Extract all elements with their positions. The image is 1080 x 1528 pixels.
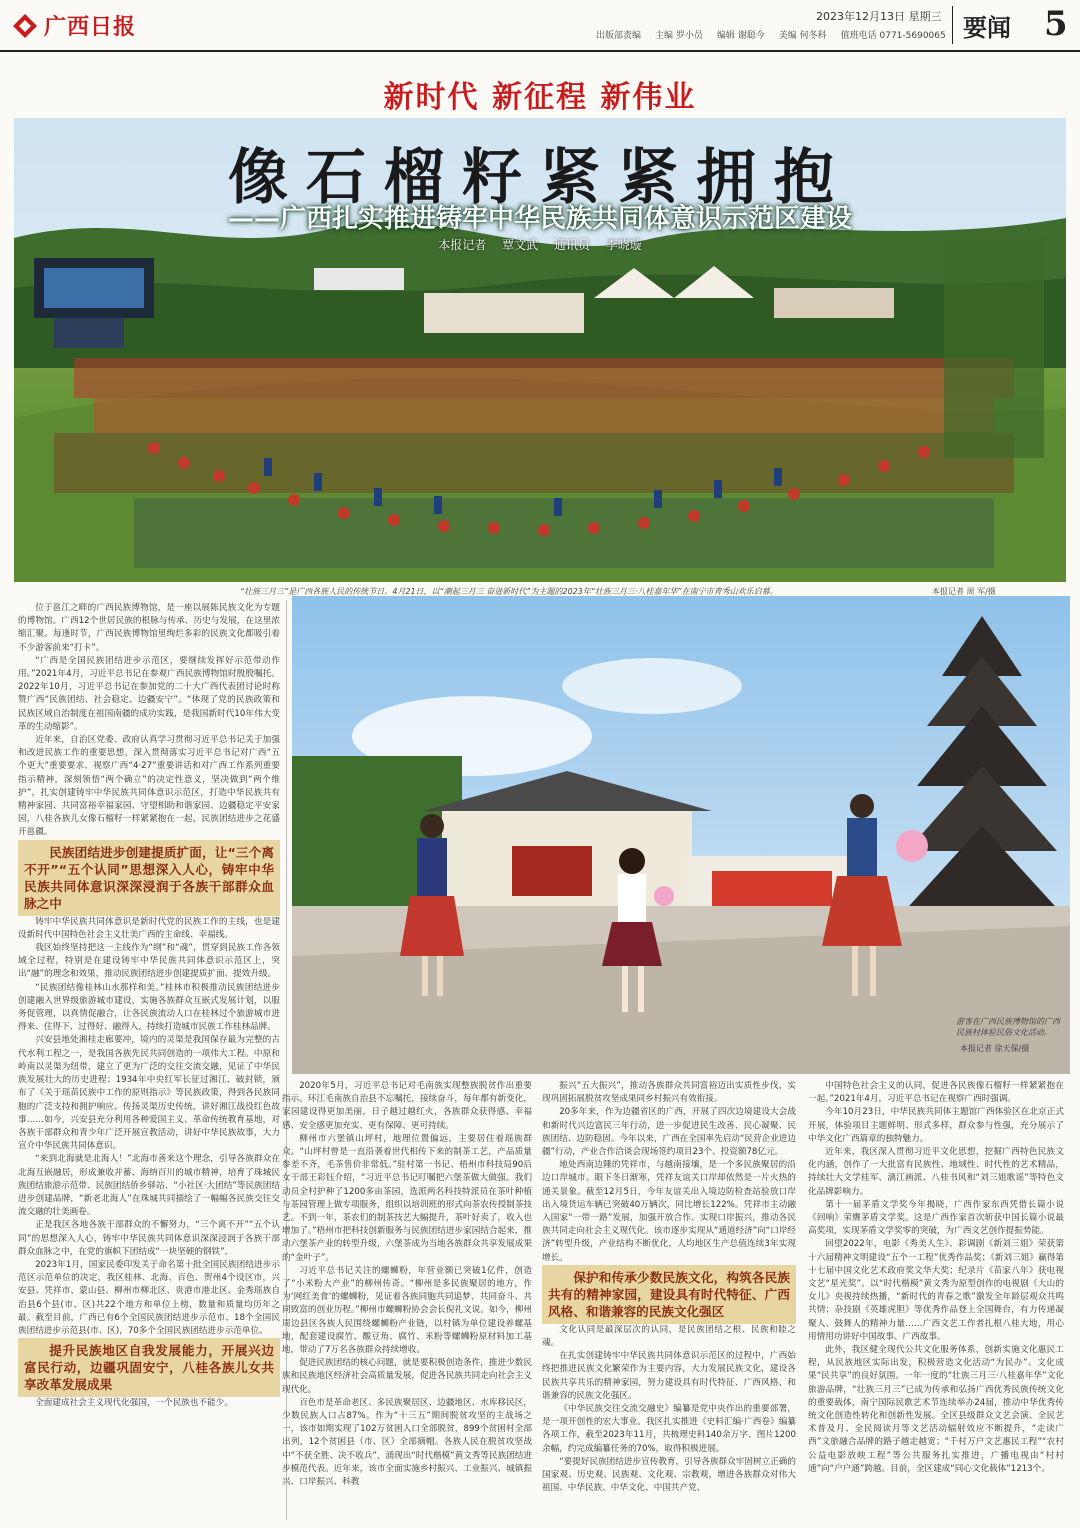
byline (14, 236, 1066, 253)
paragraph: “来到北海就是北海人！”北海市善来这个理念，引导各族群众在北海互嵌融居，形成兼收并蓄、海纳百川的城市精神，培育了珠城民族团结旅游示范带、民族团结侨乡驿站、“小社区·大团结”等民族团结进步创建品牌，“新老北海人”在珠城共同描绘了一幅幅各民族交往交流交融的壮美画卷。 (18, 1154, 280, 1218)
logo-text: 广西日报 (44, 14, 137, 40)
article-column-2 (282, 1080, 532, 1522)
paragraph: 2020年5月，习近平总书记对毛南族实现整族脱贫作出重要指示。环江毛南族自治县不忘嘱托，接续奋斗，每年都有新变化，家园建设得更加美丽，日子越过越红火，各族群众获得感、幸福感、安全感更加充实、更有保障、更可持续。 (282, 1081, 532, 1131)
issue-date: 2023年12月13日 星期三 (816, 10, 942, 23)
paragraph: 第十一届茅盾文学奖今年揭晓，广西作家东西凭借长篇小说《回响》荣膺茅盾文学奖。这是广西作家首次斩获中国长篇小说最高奖项，实现茅盾文学奖零的突破，为广西文艺创作提振势能。 (808, 1199, 1064, 1237)
newspaper-logo (12, 10, 136, 41)
second-photo-credit: 本报记者 徐天保/摄 (960, 1044, 1030, 1053)
article-column-3 (542, 1080, 796, 1522)
hero-photo (14, 118, 1066, 582)
section-subtitle: 提升民族地区自我发展能力，开展兴边富民行动，边疆巩固安宁，八桂各族儿女共享改革发展成果 (18, 1338, 280, 1397)
red-diamond-logo-icon (12, 13, 38, 39)
crowd-dancers (54, 358, 1014, 568)
paragraph: 《中华民族交往交流交融史》编纂是党中央作出的重要部署，是一项开创性的宏大事业。我区扎实推进《史料汇编·广西卷》编纂各项工作，截至2023年11月，共梳理史料140余万字、图片1200余幅，约完成编纂任务的70%，取得积极进展。 (542, 1404, 796, 1454)
hero-photo-credit: 本报记者 周 军/摄 (932, 587, 996, 596)
paragraph: 正是我区各地各族干部群众的不懈努力，“三个离不开”“五个认同”的思想深入人心，铸牢中华民族共同体意识深深浸润于各族干部群众血脉之中，在党的旗帜下团结成“一块坚硬的钢铁”。 (18, 1220, 280, 1257)
paragraph: 我区始终坚持把这一主线作为“纲”和“魂”，贯穿到民族工作各领域全过程，特别是在建设铸牢中华民族共同体意识示范区上，突出“融”的理念和效果，推动民族团结进步创建提质扩面、提效升级。 (18, 943, 280, 980)
section-name: 要闻 (963, 12, 1011, 42)
staff-item: 主编 罗小员 (655, 31, 703, 41)
section-label (952, 6, 1043, 44)
paragraph: 今年10月23日，中华民族共同体主题馆广西体验区在北京正式开展，体验项目主题鲜明、形式多样，群众参与性强，充分展示了中华文化广西篇章的独特魅力。 (808, 1107, 1064, 1144)
staff-item: 值班电话 0771-5690065 (840, 31, 946, 41)
section-subtitle: 民族团结进步创建提质扩面，让“三个离不开”“五个认同”思想深入人心，铸牢中华民族共同体意识深深浸润于各族干部群众血脉之中 (18, 840, 280, 916)
article-column-4 (808, 1080, 1064, 1522)
byline-author: 李晓璇 (605, 238, 642, 252)
paragraph: “广西是全国民族团结进步示范区，要继续发挥好示范带动作用。”2021年4月，习近平总书记在参观广西民族博物馆时殷殷嘱托。2022年10月，习近平总书记在参加党的二十大广西代表团讨论时称赞广西“民族团结、社会稳定、边疆安宁”。“体现了党的民族政策和民族区域自治制度在祖国南疆的成功实践，是我国新时代10年伟大变革的生动缩影”。 (18, 655, 280, 732)
staff-item: 出版部责编 (596, 31, 642, 41)
slogan: 新时代 新征程 新伟业 (383, 80, 697, 115)
headline: 像石榴籽紧紧拥抱 (228, 143, 852, 213)
paragraph: 回望2022年，电影《秀美人生》、彩调剧《新刘三姐》荣获第十六届精神文明建设“五个一工程”优秀作品奖；《新刘三姐》赢得第十七届中国文化艺术政府奖文华大奖；纪录片《苗家八年》获电视文艺“星光奖”。以“时代楷模”黄文秀为原型创作的电视剧《大山的女儿》央视持续热播，“新时代的青春之歌”激发全年龄层观众共鸣共情；杂技剧《英雄虎胆》等优秀作品登上全国舞台，有力传递凝聚人、鼓舞人的精神力量……广西文艺工作者扎根八桂大地，用心用情用功讲好中国故事、广西故事。 (808, 1239, 1064, 1342)
paragraph: 促进民族团结的核心问题，就是要积极创造条件，推进少数民族和民族地区经济社会高质量发展，促进各民族共同走向社会主义现代化。 (282, 1358, 532, 1395)
byline-author: 覃文武 (502, 238, 539, 252)
slogan-bar (310, 68, 770, 116)
paragraph: 文化认同是最深层次的认同，是民族团结之根、民族和睦之魂。 (542, 1324, 796, 1349)
paragraph: 兴安县地处湘桂走廊要冲，境内的灵渠是我国保存最为完整的古代水利工程之一，是我国各族先民共同创造的一项伟大工程。中原和岭南以灵渠为纽带，建立了更为广泛的交往交流交融，见证了中华民族发展壮大的历史进程；1934年中央红军长征过湘江、破封锁，颁布了《关于瑶苗民族中工作的原则指示》等民族政策，得到各民族同胞的广泛支持和拥护响应。传扬灵渠历史传统，讲好湘江战役红色故事……如今，兴安县充分利用各种爱国主义、革命传统教育基地，对各族干部群众和青少年广泛开展宣教活动，讲好中华民族故事，大力宣介中华民族共同体意识。 (18, 1035, 280, 1152)
paragraph: 在扎实创建铸牢中华民族共同体意识示范区的过程中，广西始终把推进民族文化繁荣作为主要内容，大力发展民族文化，建设各民族共享共乐的精神家园，努力建设具有时代特征、广西风格、和谐兼容的民族文化强区。 (542, 1351, 796, 1401)
staff-item: 编辑 谢聪今 (716, 31, 765, 41)
paragraph: 近年来，我区深入贯彻习近平文化思想，挖掘广西特色民族文化内涵，创作了一大批富有民族性、地域性、时代性的艺术精品，持续壮大文学桂军、漓江画派、八桂书风和“刘三姐歌谣”等特色文化品牌影响力。 (808, 1147, 1064, 1197)
paragraph: 位于邕江之畔的广西民族博物馆，是一座以展陈民族文化为专题的博物馆。广西12个世居民族的根脉与传承、历史与发展，在这里浓缩汇聚。每逢时节，广西民族博物馆里绚烂多彩的民族文化都吸引着不少游客前来“打卡”。 (18, 603, 280, 653)
paragraph: 铸牢中华民族共同体意识是新时代党的民族工作的主线，也是建设新时代中国特色社会主义壮美广西的主命线、幸福线。 (18, 916, 280, 940)
staff-item: 美编 何冬科 (778, 31, 827, 41)
paragraph: 2023年1月，国家民委印发关于命名第十批全国民族团结进步示范区示范单位的决定，我区桂林、北海、百色、贺州4个设区市，兴安县、凭祥市、蒙山县、柳州市柳北区、贵港市港北区、金秀瑶族自治县6个县(市、区)共22个地方和单位上榜，数量和质量均历年之最。截至目前，广西已有6个全国民族团结进步示范市、18个全国民族团结进步示范县(市、区)，70多个全国民族团结进步示范单位。 (18, 1259, 280, 1336)
second-photo (292, 596, 1070, 1074)
paragraph: 全面建成社会主义现代化强国，一个民族也不能少。 (35, 1398, 233, 1409)
paragraph: 中国特色社会主义的认同，促进各民族像石榴籽一样紧紧抱在一起。”2021年4月，习近平总书记在视察广西时强调。 (808, 1081, 1064, 1105)
page-number: 5 (1044, 4, 1068, 44)
paragraph: 振兴“五大振兴”，推动各族群众共同富裕迈出实质性步伐，实现巩固拓展脱贫攻坚成果同乡村振兴有效衔接。 (542, 1081, 796, 1105)
article-column-1 (18, 602, 280, 1522)
subheadline: ——广西扎实推进铸牢中华民族共同体意识示范区建设 (227, 204, 852, 234)
paragraph: 20多年来，作为边疆省区的广西，开展了四次边境建设大会战和新时代兴边富民三年行动，进一步促进民生改善、民心凝聚、民族团结、边防稳固。今年以来，广西在全国率先启动“民营企业进边疆”行动，产业合作洽谈会现场签约项目23个、投资额78亿元。 (542, 1107, 796, 1158)
section-subtitle: 保护和传承少数民族文化，构筑各民族共有的精神家园，建设具有时代特征、广西风格、和谐兼容的民族文化强区 (542, 1265, 796, 1324)
museum-dance-photo (292, 596, 1070, 1074)
paragraph: 柳州市六堡镇山坪村，地理位置偏远，主要居住着瑶族群众。“山坪村曾是一直沿袭着世代相传下来的制茶工艺，产品质量参差不齐，毛茶售价非常低。”驻村第一书记、梧州市科技局90后女干部王彩钰介绍，“习近平总书记叮嘱把六堡茶做大做强。我们动员全村护种了1200多亩茶园，选派两名科技特派员在茶叶种植与茶园管理上做专项服务，组织以培训班的形式向茶农传授制茶技艺。不到一年，茶农们的制茶技艺大幅提升，茶叶好卖了，收入也增加了。”梧州市把科技创新服务与民族团结进步家园结合起来，推动六堡茶产业的转型升级，六堡茶成为当地各族群众共享发展成果的“金叶子”。 (282, 1133, 532, 1263)
byline-role: 通讯员 (553, 238, 590, 252)
masthead (0, 0, 1080, 52)
paragraph: 习近平总书记关注的螺蛳粉，年营业额已突破1亿件，创造了“小米粉大产业”的柳州传奇。“柳州是多民族聚居的地方，作为‘网红美食’的螺蛳粉，见证着各族同胞共同追梦、共同奋斗、共同致富的创业历程。”柳州市螺蛳粉协会会长倪礼文说。如今，柳州周边县区各族人民围绕螺蛳粉产业链，以村镇为单位建设养螺基地，配套建设腐竹、酸豆角、腐竹、米粉等螺蛳粉原材料加工基地，带动了7万名各族群众持续增收。 (282, 1265, 532, 1356)
second-photo-caption: 游客在广西民族博物馆的广西民族村体验民俗文化活动。 (956, 1017, 1060, 1037)
paragraph: “要提好民族团结进步宣传教育，引导各族群众牢固树立正确的国家观、历史观、民族观、文化观、宗教观，增进各族群众对伟大祖国、中华民族、中华文化、中国共产党、 (542, 1456, 796, 1494)
paragraph: “民族团结像桂林山水那样和美。”桂林市积极推动民族团结进步创建融入世界级旅游城市建设，实施各族群众互嵌式发展计划，以服务促管理，以真情促融合，让各民族流动人口在桂林过个旅游城市进得来、住得下、过得好、融得入，持续打造城市民族工作桂林品牌。 (18, 982, 280, 1033)
paragraph: 近年来，自治区党委、政府认真学习贯彻习近平总书记关于加强和改进民族工作的重要思想，深入贯彻落实习近平总书记对广西“五个更大”重要要求、视察广西“4·27”重要讲话和对广西工作系列重要指示精神，深刻领悟“两个确立”的决定性意义，坚决做到“两个维护”，扎实创建铸牢中华民族共同体意识示范区，打造中华民族共有精神家园、共同富裕幸福家园、守望相助和谐家园、边疆稳定平安家园，八桂各族儿女像石榴籽一样紧紧抱在一起，民族团结进步之花盛开邕疆。 (18, 735, 280, 838)
staff-line (596, 28, 946, 41)
paragraph: 此外，我区健全现代公共文化服务体系，创新实施文化惠民工程，从民族地区实际出发，积极营造文化活动“为民办”、文化成果“民共享”的良好氛围。一年一度的“壮族三月三·八桂嘉年华”文化旅游品牌，“壮族三月三”已成为传承和弘扬广西优秀民族传统文化的重要载体，南宁国际民歌艺术节连续举办24届，推动中华优秀传统文化创造性转化和创新性发展。全区县级群众文艺会演、全民艺术普及月、全民阅读月等文艺活动辐射效应不断提升，“走读广西”文旅融合品牌的路子越走越宽；“千村万户文艺惠民工程”“农村公益电影放映工程”等公共服务扎实推进，广播电视由“村村通”向“户户通”跨越。目前，全区建成“同心文化载体”1213个。 (808, 1345, 1064, 1474)
paragraph: 百色市是革命老区、多民族聚居区、边疆地区、水库移民区，少数民族人口占87%。作为“十三五”期间脱贫攻坚的主战场之一，该市如期实现了102万贫困人口全部脱贫，899个贫困村全部出列，12个贫困县（市、区）全部摘帽。各族人民在脱贫攻坚战中“不获全胜、决不收兵”，涌现出“时代楷模”黄文秀等民族团结进步模范代表。近年来，该市全面实施乡村振兴、工业振兴、城镇振兴、口岸振兴、科教 (282, 1397, 532, 1488)
paragraph: 地处西南边陲的凭祥市，与越南接壤，是一个多民族聚居的沿边口岸城市。眼下冬日渐寒，凭祥友谊关口岸却依然是一片火热的通关景象。截至12月5日，今年友谊关出入境边防检查站验放口岸出入境货运车辆已突破40万辆次，同比增长122%。凭祥市主动融入国家“一带一路”发展，加强开放合作、实现口岸振兴，推动各民族共同走向社会主义现代化。该市逐步实现从“通道经济”向“口岸经济”转型升级，产业结构不断优化，人均地区生产总值连续3年实现增长。 (542, 1160, 796, 1263)
hero-photo-caption: “壮族三月三”是广西各族人民的传统节日。4月21日，以“潮起三月三 奋进新时代”为主题的2023年“壮族三月三·八桂嘉年华”在南宁市青秀山欢乐启幕。 (240, 587, 778, 596)
byline-role: 本报记者 (438, 238, 487, 252)
